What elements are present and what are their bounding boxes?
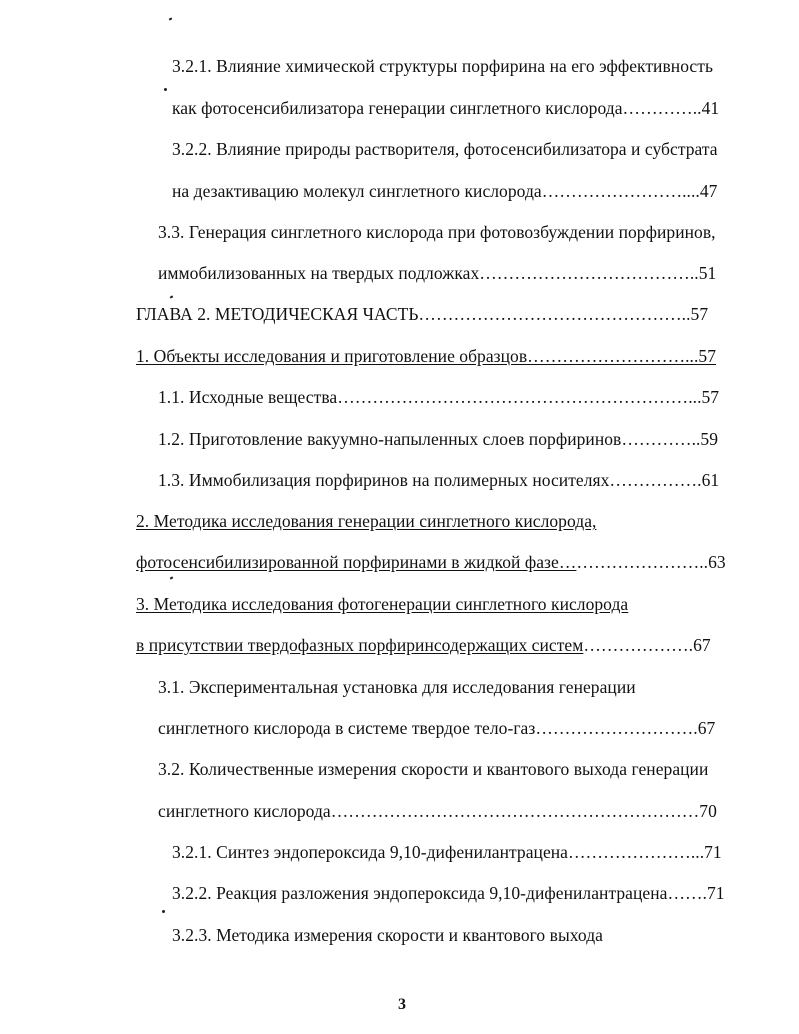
- toc-entry: 3.3. Генерация синглетного кислорода при фотовозбуждении порфиринов,: [158, 222, 716, 242]
- toc-section: [136, 551, 726, 573]
- scan-speck: [162, 910, 165, 913]
- toc-entry: на дезактивацию молекул синглетного кислорода……………………....47: [172, 181, 718, 201]
- toc-entry: синглетного кислорода в системе твердое тело-газ……………………….67: [158, 718, 716, 738]
- toc-entry: 3.1. Экспериментальная установка для исследования генерации: [158, 677, 636, 697]
- toc-entry: синглетного кислорода………………………………………………………70: [158, 801, 717, 821]
- chapter-heading: ГЛАВА 2. МЕТОДИЧЕСКАЯ ЧАСТЬ………………………………………..57: [136, 304, 709, 324]
- toc-entry: 3.2.3. Методика измерения скорости и квантового выхода: [172, 925, 603, 945]
- scan-speck: [170, 576, 174, 579]
- toc-entry: как фотосенсибилизатора генерации синглетного кислорода…………..41: [172, 98, 720, 118]
- toc-entry: 1.2. Приготовление вакуумно-напыленных слоев порфиринов…………..59: [158, 429, 719, 449]
- scan-speck: [169, 17, 173, 20]
- toc-section: [136, 634, 711, 656]
- toc-entry: 3.2.2. Реакция разложения эндопероксида 9,10-дифенилантрацена…….71: [172, 883, 725, 903]
- toc-section-title: фотосенсибилизированной порфиринами в жидкой фазе…: [136, 552, 577, 572]
- toc-entry: 1.3. Иммобилизация порфиринов на полимерных носителях…………….61: [158, 470, 720, 490]
- toc-entry: 3.2.1. Влияние химической структуры порфирина на его эффективность: [172, 56, 713, 76]
- toc-entry: 3.2.2. Влияние природы растворителя, фотосенсибилизатора и субстрата: [172, 139, 718, 159]
- toc-entry: 3.2. Количественные измерения скорости и квантового выхода генерации: [158, 759, 709, 779]
- toc-entry: 1.1. Исходные вещества……………………………………………………...57: [158, 387, 720, 407]
- toc-leader: ……………….67: [583, 635, 711, 655]
- toc-entry: 3.2.1. Синтез эндопероксида 9,10-дифенилантрацена…………………...71: [172, 842, 722, 862]
- toc-section: 2. Методика исследования генерации синглетного кислорода,: [136, 511, 597, 531]
- toc-entry: иммобилизованных на твердых подложках………………………………..51: [158, 263, 717, 283]
- toc-section: 1. Объекты исследования и приготовление образцов………………………...57: [136, 346, 716, 366]
- scan-speck: [164, 88, 167, 91]
- scan-speck: [170, 295, 174, 298]
- page-number: 3: [398, 996, 406, 1013]
- toc-section-title: в присутствии твердофазных порфиринсодержащих систем: [136, 635, 584, 655]
- toc-leader: …………………..63: [576, 552, 726, 572]
- toc-section: 3. Методика исследования фотогенерации синглетного кислорода: [136, 594, 629, 614]
